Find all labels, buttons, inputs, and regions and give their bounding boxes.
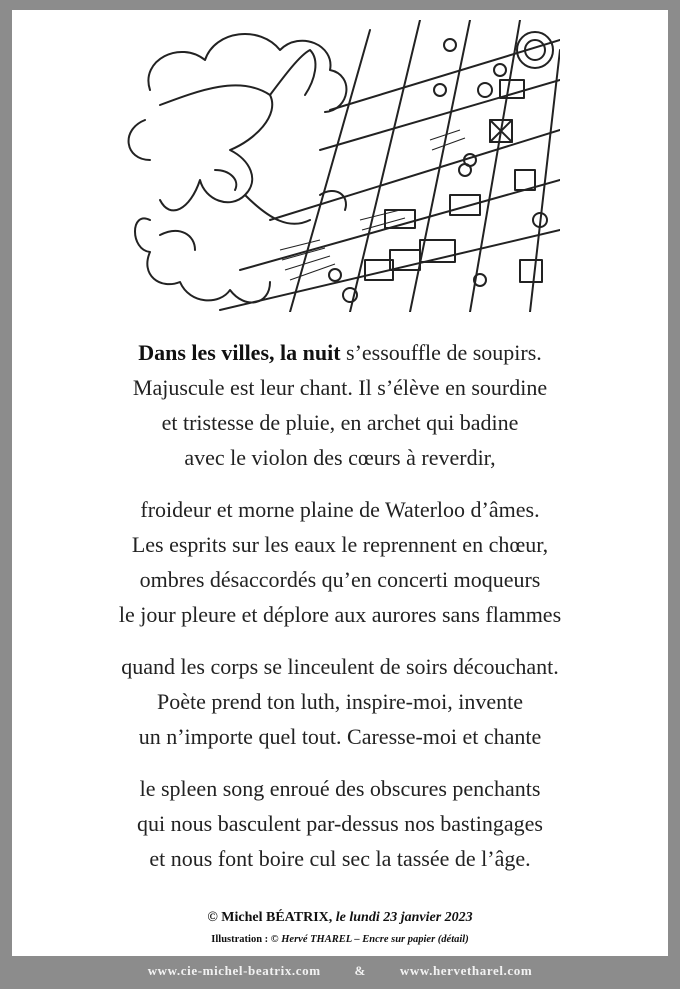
- poem-line: [12, 335, 668, 370]
- poem-line: le spleen song enroué des obscures penchants: [139, 776, 541, 801]
- illustration-label: Illustration :: [211, 934, 271, 945]
- poem-line-text: s’essouffle de soupirs.: [340, 340, 542, 365]
- poem-line: un n’importe quel tout. Caresse-moi et chante: [138, 724, 542, 749]
- poem-line: ombres désaccordés qu’en concerti moqueurs: [139, 567, 541, 592]
- poem-line: quand les corps se linceulent de soirs découchant.: [121, 654, 559, 679]
- author-credit: [12, 909, 668, 927]
- poem-line: et nous font boire cul sec la tassée de l’âge.: [149, 846, 531, 871]
- poem-line: Les esprits sur les eaux le reprennent en chœur,: [131, 532, 549, 557]
- poem: [12, 335, 668, 876]
- stanza-2: [12, 492, 668, 632]
- author-name: © Michel BÉATRIX,: [207, 910, 333, 925]
- poem-date: le lundi 23 janvier 2023: [332, 910, 473, 925]
- footer: [0, 960, 680, 982]
- stanza-1: [12, 335, 668, 475]
- poem-line-bold: Dans les villes, la nuit: [138, 340, 341, 365]
- website-link-author[interactable]: www.cie-michel-beatrix.com: [147, 963, 321, 978]
- poem-line: froideur et morne plaine de Waterloo d’âmes.: [140, 497, 540, 522]
- footer-separator: &: [354, 963, 366, 978]
- poem-line: et tristesse de pluie, en archet qui badine: [161, 410, 519, 435]
- poem-card: [12, 10, 668, 956]
- credits: [12, 909, 668, 948]
- illustrator-name: © Hervé THAREL – Encre sur papier (détail): [270, 934, 469, 945]
- stanza-3: [12, 649, 668, 754]
- poem-line: qui nous basculent par-dessus nos bastingages: [137, 811, 543, 836]
- poem-line: avec le violon des cœurs à reverdir,: [184, 445, 496, 470]
- poem-line: Poète prend ton luth, inspire-moi, invente: [157, 689, 523, 714]
- city-bird-illustration: [120, 20, 560, 312]
- website-link-illustrator[interactable]: www.hervetharel.com: [399, 963, 533, 978]
- poem-line: Majuscule est leur chant. Il s’élève en sourdine: [132, 375, 548, 400]
- illustration-credit: [12, 932, 668, 948]
- stanza-4: [12, 771, 668, 876]
- illustration-drawing: [120, 20, 560, 312]
- poem-line: le jour pleure et déplore aux aurores sans flammes: [118, 602, 562, 627]
